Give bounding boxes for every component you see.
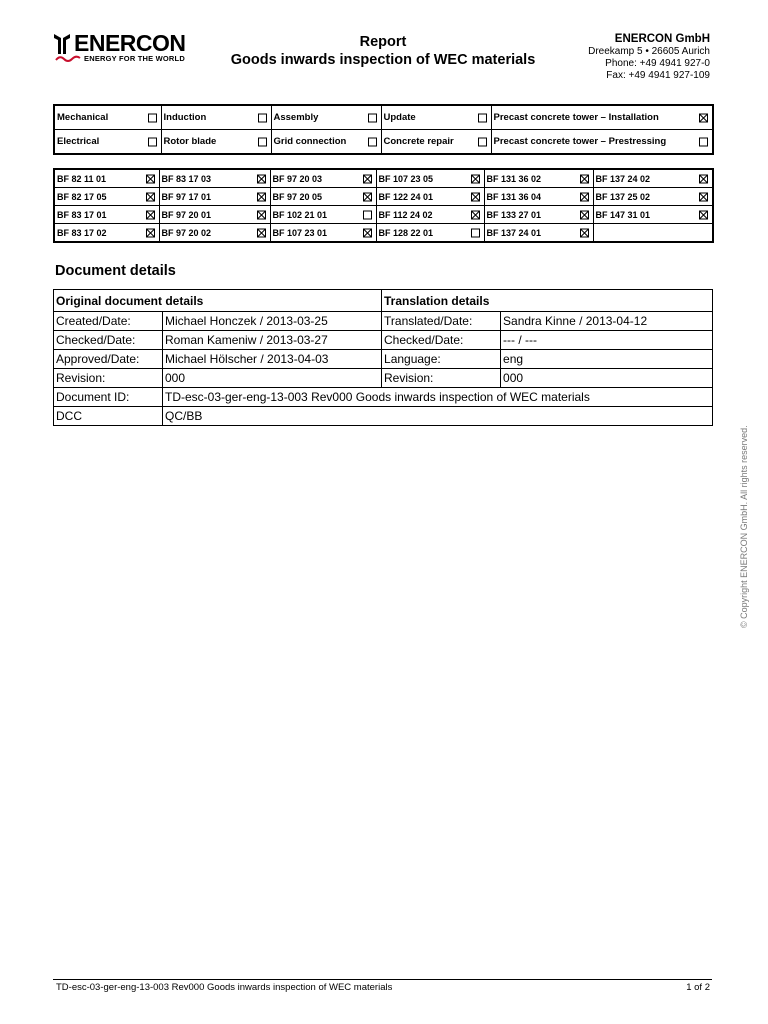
checked-checkbox-icon[interactable] <box>471 192 480 201</box>
checked-checkbox-icon[interactable] <box>146 174 155 183</box>
table-row <box>54 130 713 155</box>
bf-code-label: BF 131 36 02 <box>486 173 542 184</box>
checkbox-icon[interactable] <box>368 113 377 122</box>
language-value: eng <box>501 350 713 369</box>
bf-code-bf-97-20-01 <box>159 206 270 224</box>
checkbox-icon[interactable] <box>478 113 487 122</box>
report-title-line1: Report <box>359 34 407 50</box>
bf-code-bf-112-24-02 <box>376 206 484 224</box>
category-label: Update <box>383 112 416 123</box>
checked-checkbox-icon[interactable] <box>257 228 266 237</box>
bf-code-bf-122-24-01 <box>376 188 484 206</box>
translation-details-header: Translation details <box>382 290 713 312</box>
checkbox-icon[interactable] <box>258 113 267 122</box>
bf-code-label: BF 83 17 02 <box>57 227 107 238</box>
created-label: Created/Date: <box>54 312 163 331</box>
bf-code-label: BF 128 22 01 <box>378 227 434 238</box>
checked-checkbox-icon[interactable] <box>363 228 372 237</box>
enercon-logo-icon <box>53 33 71 55</box>
original-details-header: Original document details <box>54 290 382 312</box>
dcc-label: DCC <box>54 407 163 426</box>
bf-code-label: BF 83 17 01 <box>57 209 107 220</box>
bf-code-checklist <box>53 168 714 243</box>
empty-cell <box>593 224 713 243</box>
bf-code-bf-107-23-01 <box>270 224 376 243</box>
checked-checkbox-icon[interactable] <box>580 174 589 183</box>
bf-code-label: BF 133 27 01 <box>486 209 542 220</box>
bf-code-bf-147-31-01 <box>593 206 713 224</box>
category-label: Rotor blade <box>163 136 217 147</box>
document-details-table <box>53 289 713 426</box>
cross-mark-icon <box>147 175 154 182</box>
table-row <box>54 350 713 369</box>
category-label: Mechanical <box>57 112 109 123</box>
bf-code-bf-137-24-02 <box>593 169 713 188</box>
bf-code-bf-83-17-02 <box>54 224 159 243</box>
table-row <box>54 224 713 243</box>
cross-mark-icon <box>258 229 265 236</box>
report-title-line2: Goods inwards inspection of WEC materials <box>230 52 536 68</box>
bf-code-label: BF 97 20 01 <box>161 209 212 220</box>
approved-value: Michael Hölscher / 2013-04-03 <box>163 350 382 369</box>
bf-code-bf-82-17-05 <box>54 188 159 206</box>
category-precast-concrete-tower-prestressing <box>491 130 713 155</box>
document-id-label: Document ID: <box>54 388 163 407</box>
footer-divider <box>53 979 712 980</box>
checked-checkbox-icon[interactable] <box>146 228 155 237</box>
cross-mark-icon <box>258 175 265 182</box>
bf-code-bf-137-25-02 <box>593 188 713 206</box>
bf-code-bf-97-20-05 <box>270 188 376 206</box>
bf-code-bf-131-36-04 <box>484 188 593 206</box>
bf-code-bf-83-17-03 <box>159 169 270 188</box>
table-row <box>54 312 713 331</box>
table-row <box>54 169 713 188</box>
cross-mark-icon <box>581 211 588 218</box>
checked-checkbox-icon[interactable] <box>699 113 708 122</box>
checkbox-icon[interactable] <box>258 137 267 146</box>
bf-code-label: BF 97 20 02 <box>161 227 212 238</box>
bf-code-label: BF 82 11 01 <box>57 173 107 184</box>
bf-code-label: BF 147 31 01 <box>595 209 651 220</box>
category-mechanical <box>54 105 161 130</box>
cross-mark-icon <box>147 193 154 200</box>
bf-code-label: BF 137 24 02 <box>595 173 651 184</box>
translated-value: Sandra Kinne / 2013-04-12 <box>501 312 713 331</box>
category-grid-connection <box>271 130 381 155</box>
cross-mark-icon <box>581 175 588 182</box>
category-label: Grid connection <box>273 136 347 147</box>
company-address: Dreekamp 5 • 26605 Aurich <box>588 46 710 57</box>
table-row <box>54 188 713 206</box>
category-update <box>381 105 491 130</box>
document-details-heading: Document details <box>55 263 176 279</box>
bf-code-label: BF 82 17 05 <box>57 191 107 202</box>
table-row <box>54 290 713 312</box>
bf-code-label: BF 107 23 01 <box>272 227 328 238</box>
checked-checkbox-icon[interactable] <box>257 210 266 219</box>
cross-mark-icon <box>364 175 371 182</box>
checkbox-icon[interactable] <box>363 210 372 219</box>
checkbox-icon[interactable] <box>148 113 157 122</box>
checked-checkbox-icon[interactable] <box>146 192 155 201</box>
checked-label: Checked/Date: <box>54 331 163 350</box>
bf-code-label: BF 137 24 01 <box>486 227 542 238</box>
bf-code-bf-102-21-01 <box>270 206 376 224</box>
category-precast-concrete-tower-installation <box>491 105 713 130</box>
bf-code-label: BF 131 36 04 <box>486 191 542 202</box>
company-fax: Fax: +49 4941 927-109 <box>606 69 710 81</box>
category-label: Concrete repair <box>383 136 454 147</box>
translation-checked-label: Checked/Date: <box>382 331 501 350</box>
checked-checkbox-icon[interactable] <box>580 210 589 219</box>
checkbox-icon[interactable] <box>699 137 708 146</box>
bf-code-label: BF 112 24 02 <box>378 209 433 220</box>
category-label: Electrical <box>57 136 100 147</box>
category-label: Assembly <box>273 112 319 123</box>
table-row <box>54 105 713 130</box>
checked-checkbox-icon[interactable] <box>699 192 708 201</box>
checked-checkbox-icon[interactable] <box>363 192 372 201</box>
cross-mark-icon <box>147 229 154 236</box>
cross-mark-icon <box>472 175 479 182</box>
category-label: Induction <box>163 112 207 123</box>
checkbox-icon[interactable] <box>478 137 487 146</box>
checked-checkbox-icon[interactable] <box>363 174 372 183</box>
bf-code-bf-133-27-01 <box>484 206 593 224</box>
bf-code-bf-97-17-01 <box>159 188 270 206</box>
table-row <box>54 407 713 426</box>
bf-code-label: BF 122 24 01 <box>378 191 434 202</box>
cross-mark-icon <box>581 229 588 236</box>
cross-mark-icon <box>364 193 371 200</box>
enercon-logo <box>53 32 203 66</box>
table-row <box>54 206 713 224</box>
bf-code-bf-83-17-01 <box>54 206 159 224</box>
checked-value: Roman Kameniw / 2013-03-27 <box>163 331 382 350</box>
table-row <box>54 331 713 350</box>
checked-checkbox-icon[interactable] <box>471 174 480 183</box>
report-title <box>200 33 566 69</box>
category-label: Precast concrete tower – Installation <box>493 112 659 123</box>
footer-doc-ref: TD-esc-03-ger-eng-13-003 Rev000 Goods inwards inspection of WEC materials <box>56 982 393 993</box>
document-id-value: TD-esc-03-ger-eng-13-003 Rev000 Goods inwards inspection of WEC materials <box>163 388 713 407</box>
translated-label: Translated/Date: <box>382 312 501 331</box>
category-concrete-repair <box>381 130 491 155</box>
translation-revision-value: 000 <box>501 369 713 388</box>
checked-checkbox-icon[interactable] <box>580 228 589 237</box>
translation-checked-value: --- / --- <box>501 331 713 350</box>
checkbox-icon[interactable] <box>368 137 377 146</box>
bf-code-label: BF 107 23 05 <box>378 173 434 184</box>
bf-code-bf-97-20-02 <box>159 224 270 243</box>
checked-checkbox-icon[interactable] <box>471 210 480 219</box>
bf-code-bf-97-20-03 <box>270 169 376 188</box>
category-electrical <box>54 130 161 155</box>
category-induction <box>161 105 271 130</box>
category-rotor-blade <box>161 130 271 155</box>
company-info <box>588 32 710 81</box>
table-row <box>54 388 713 407</box>
bf-code-label: BF 97 20 05 <box>272 191 323 202</box>
cross-mark-icon <box>472 211 479 218</box>
translation-revision-label: Revision: <box>382 369 501 388</box>
bf-code-bf-131-36-02 <box>484 169 593 188</box>
bf-code-bf-82-11-01 <box>54 169 159 188</box>
company-name: ENERCON GmbH <box>614 33 710 45</box>
checkbox-icon[interactable] <box>148 137 157 146</box>
category-assembly <box>271 105 381 130</box>
footer-page-number: 1 of 2 <box>686 982 710 993</box>
copyright-notice: © Copyright ENERCON GmbH. All rights reserved. <box>739 425 749 628</box>
revision-value: 000 <box>163 369 382 388</box>
checkbox-icon[interactable] <box>471 228 480 237</box>
checked-checkbox-icon[interactable] <box>257 174 266 183</box>
logo-wordmark: ENERCON <box>74 30 186 56</box>
checked-checkbox-icon[interactable] <box>257 192 266 201</box>
checked-checkbox-icon[interactable] <box>580 192 589 201</box>
bf-code-label: BF 137 25 02 <box>595 191 651 202</box>
cross-mark-icon <box>147 211 154 218</box>
cross-mark-icon <box>364 229 371 236</box>
bf-code-bf-128-22-01 <box>376 224 484 243</box>
cross-mark-icon <box>700 211 707 218</box>
bf-code-label: BF 97 17 01 <box>161 191 212 202</box>
bf-code-label: BF 102 21 01 <box>272 209 328 220</box>
bf-code-label: BF 83 17 03 <box>161 173 212 184</box>
bf-code-bf-107-23-05 <box>376 169 484 188</box>
wave-icon <box>55 54 81 64</box>
checked-checkbox-icon[interactable] <box>699 174 708 183</box>
cross-mark-icon <box>258 211 265 218</box>
bf-code-bf-137-24-01 <box>484 224 593 243</box>
table-row <box>54 369 713 388</box>
checked-checkbox-icon[interactable] <box>146 210 155 219</box>
language-label: Language: <box>382 350 501 369</box>
category-label: Precast concrete tower – Prestressing <box>493 136 667 147</box>
logo-tagline: ENERGY FOR THE WORLD <box>84 54 185 63</box>
cross-mark-icon <box>700 193 707 200</box>
dcc-value: QC/BB <box>163 407 713 426</box>
created-value: Michael Honczek / 2013-03-25 <box>163 312 382 331</box>
company-phone: Phone: +49 4941 927-0 <box>605 57 710 69</box>
approved-label: Approved/Date: <box>54 350 163 369</box>
cross-mark-icon <box>581 193 588 200</box>
cross-mark-icon <box>472 193 479 200</box>
category-checklist <box>53 104 714 155</box>
revision-label: Revision: <box>54 369 163 388</box>
checked-checkbox-icon[interactable] <box>699 210 708 219</box>
bf-code-label: BF 97 20 03 <box>272 173 323 184</box>
cross-mark-icon <box>700 175 707 182</box>
cross-mark-icon <box>258 193 265 200</box>
cross-mark-icon <box>700 114 707 121</box>
